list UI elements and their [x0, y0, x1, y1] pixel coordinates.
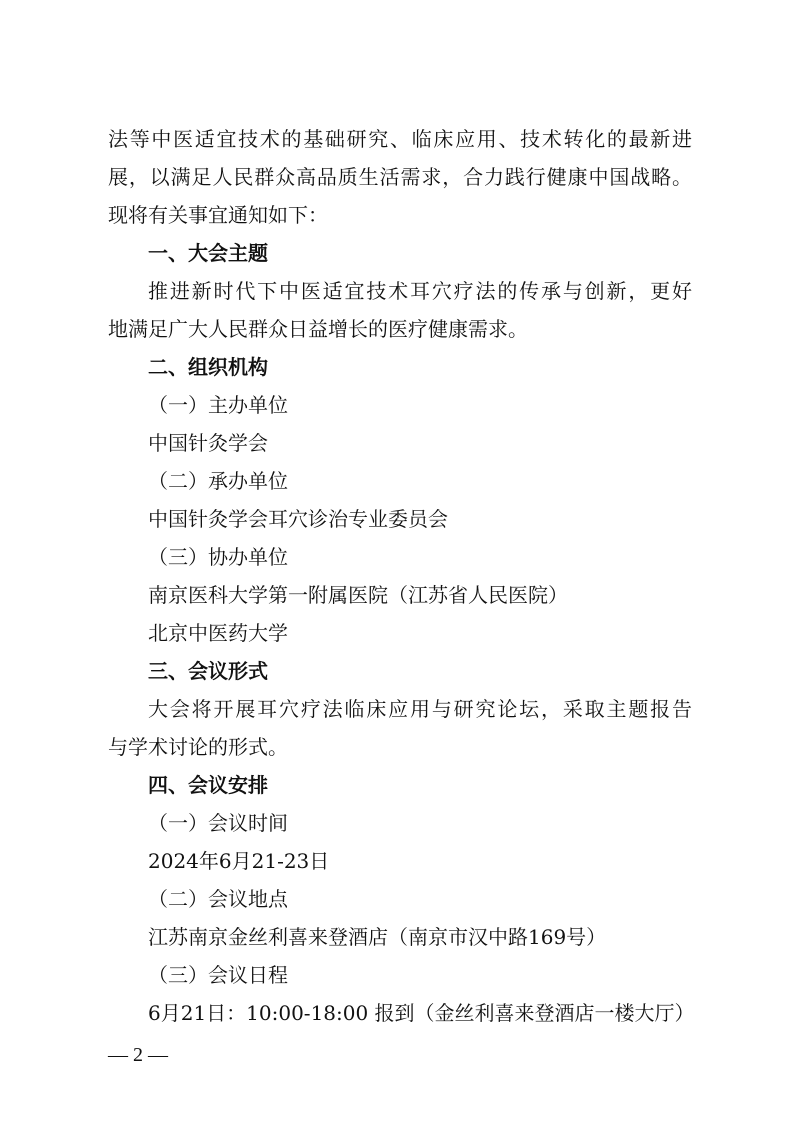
subheading-schedule: （三）会议日程: [148, 963, 288, 987]
page-number: — 2 —: [108, 1044, 168, 1066]
meeting-venue: 江苏南京金丝利喜来登酒店（南京市汉中路169号）: [148, 925, 607, 949]
organizer-organization: 中国针灸学会耳穴诊治专业委员会: [148, 507, 448, 531]
section-heading-format: 三、会议形式: [148, 659, 268, 683]
meeting-date: 2024年6月21-23日: [148, 849, 330, 873]
body-paragraph-line: 法等中医适宜技术的基础研究、临床应用、技术转化的最新进: [108, 127, 692, 151]
subheading-organizer: （二）承办单位: [148, 469, 288, 493]
body-paragraph-line: 现将有关事宜通知如下：: [108, 203, 328, 227]
co-organizer-1: 南京医科大学第一附属医院（江苏省人民医院）: [148, 583, 568, 607]
subheading-host: （一）主办单位: [148, 393, 288, 417]
body-paragraph-line: 地满足广大人民群众日益增长的医疗健康需求。: [108, 317, 528, 341]
schedule-item: 6月21日：10:00-18:00 报到（金丝利喜来登酒店一楼大厅）: [148, 1001, 695, 1025]
subheading-co-organizer: （三）协办单位: [148, 545, 288, 569]
co-organizer-2: 北京中医药大学: [148, 621, 288, 645]
body-paragraph-line: 大会将开展耳穴疗法临床应用与研究论坛，采取主题报告: [148, 697, 692, 721]
section-heading-organization: 二、组织机构: [148, 355, 268, 379]
section-heading-theme: 一、大会主题: [148, 241, 268, 265]
subheading-time: （一）会议时间: [148, 811, 288, 835]
host-organization: 中国针灸学会: [148, 431, 268, 455]
section-heading-arrangement: 四、会议安排: [148, 773, 268, 797]
subheading-venue: （二）会议地点: [148, 887, 288, 911]
body-paragraph-line: 展，以满足人民群众高品质生活需求，合力践行健康中国战略。: [108, 165, 692, 189]
body-paragraph-line: 与学术讨论的形式。: [108, 735, 288, 759]
body-paragraph-line: 推进新时代下中医适宜技术耳穴疗法的传承与创新，更好: [148, 279, 692, 303]
